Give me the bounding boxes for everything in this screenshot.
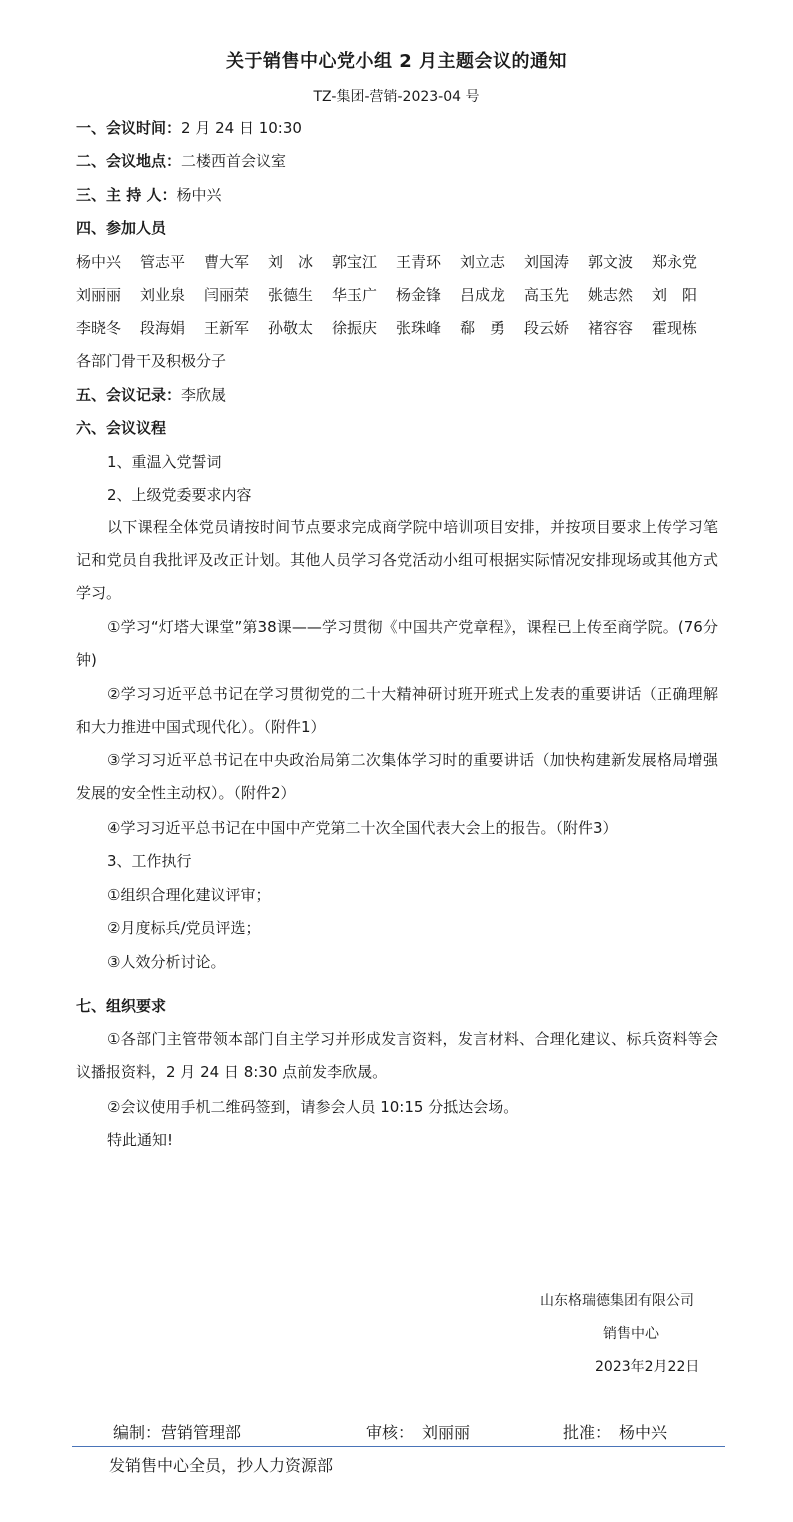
attendee-name: 王青环 bbox=[396, 253, 442, 271]
closing-text: 特此通知! bbox=[107, 1131, 174, 1149]
attendee-name: 曹大军 bbox=[204, 253, 250, 271]
recorder-label: 五、会议记录： bbox=[76, 386, 182, 404]
meeting-time bbox=[76, 118, 302, 138]
task-1: ①组织合理化建议评审； bbox=[107, 886, 271, 904]
task-2: ②月度标兵/党员评选； bbox=[107, 919, 261, 937]
attendee-name: 段云娇 bbox=[524, 319, 570, 337]
reviewed-by: 审核： 刘丽丽 bbox=[366, 1423, 471, 1442]
host-label: 三、主 持 人： bbox=[76, 186, 177, 204]
attendee-name: 刘 冰 bbox=[268, 253, 314, 271]
attendee-name: 姚志然 bbox=[588, 286, 634, 304]
attendee-name: 王新军 bbox=[204, 319, 250, 337]
attendees-extra: 各部门骨干及积极分子 bbox=[76, 352, 227, 370]
attendee-name: 段海娟 bbox=[140, 319, 186, 337]
attendees-heading-text: 四、参加人员 bbox=[76, 219, 167, 237]
signature-department: 销售中心 bbox=[603, 1326, 659, 1342]
attendee-name: 刘丽丽 bbox=[76, 286, 122, 304]
org-heading bbox=[76, 996, 166, 1016]
attendee-name: 张德生 bbox=[268, 286, 314, 304]
attendees-row bbox=[76, 252, 716, 272]
attendees-row bbox=[76, 285, 716, 305]
meeting-place-label: 二、会议地点： bbox=[76, 152, 182, 170]
approved-by: 批准： 杨中兴 bbox=[563, 1423, 668, 1442]
distribution-line: 发销售中心全员，抄人力资源部 bbox=[109, 1456, 334, 1475]
org-heading-text: 七、组织要求 bbox=[76, 997, 167, 1015]
attendee-name: 徐振庆 bbox=[332, 319, 378, 337]
attendee-name: 李晓冬 bbox=[76, 319, 122, 337]
attendee-name: 郑永党 bbox=[652, 253, 698, 271]
agenda-item-1: 1、重温入党誓词 bbox=[107, 453, 222, 471]
host-value: 杨中兴 bbox=[176, 186, 222, 204]
attendee-name: 高玉先 bbox=[524, 286, 570, 304]
agenda-item-2: 2、上级党委要求内容 bbox=[107, 486, 252, 504]
compiled-by: 编制：营销管理部 bbox=[113, 1423, 242, 1442]
attendee-name: 杨金锋 bbox=[396, 286, 442, 304]
agenda-course-4: ④学习习近平总书记在中国中产党第二十次全国代表大会上的报告。（附件3） bbox=[107, 819, 618, 837]
meeting-host bbox=[76, 185, 221, 205]
attendee-name: 褚容容 bbox=[588, 319, 634, 337]
meeting-place bbox=[76, 151, 286, 171]
meeting-time-label: 一、会议时间： bbox=[76, 119, 182, 137]
signature-company: 山东格瑞德集团有限公司 bbox=[540, 1293, 694, 1309]
org-requirement-1: ①各部门主管带领本部门自主学习并形成发言资料，发言材料、合理化建议、标兵资料等会议播报资料，2 月 24 日 8:30 点前发李欣晟。 bbox=[76, 1030, 718, 1081]
attendees-row bbox=[76, 318, 716, 338]
recorder-value: 李欣晟 bbox=[181, 386, 227, 404]
attendee-name: 刘 阳 bbox=[652, 286, 698, 304]
attendee-name: 郗 勇 bbox=[460, 319, 506, 337]
attendee-name: 孙敬太 bbox=[268, 319, 314, 337]
agenda-heading bbox=[76, 418, 166, 438]
meeting-time-value: 2 月 24 日 10:30 bbox=[181, 119, 302, 137]
attendee-name: 杨中兴 bbox=[76, 253, 122, 271]
attendee-name: 霍现栋 bbox=[652, 319, 698, 337]
document-number: TZ-集团-营销-2023-04 号 bbox=[313, 89, 480, 105]
agenda-course-2: ②学习习近平总书记在学习贯彻党的二十大精神研讨班开班式上发表的重要讲话（正确理解和大力推进中国式现代化）。（附件1） bbox=[76, 685, 718, 736]
page-title: 关于销售中心党小组 2 月主题会议的通知 bbox=[225, 51, 568, 72]
attendee-name: 刘国涛 bbox=[524, 253, 570, 271]
agenda-intro: 以下课程全体党员请按时间节点要求完成商学院中培训项目安排，并按项目要求上传学习笔记和党员自我批评及改正计划。其他人员学习各党活动小组可根据实际情况安排现场或其他方式学习。 bbox=[76, 518, 718, 602]
attendee-name: 闫丽荣 bbox=[204, 286, 250, 304]
recorder bbox=[76, 385, 226, 405]
attendee-name: 管志平 bbox=[140, 253, 186, 271]
attendee-name: 郭宝江 bbox=[332, 253, 378, 271]
agenda-course-3: ③学习习近平总书记在中央政治局第二次集体学习时的重要讲话（加快构建新发展格局增强发展的安全性主动权）。（附件2） bbox=[76, 751, 718, 802]
attendee-name: 刘立志 bbox=[460, 253, 506, 271]
attendee-name: 吕成龙 bbox=[460, 286, 506, 304]
footer-divider bbox=[72, 1446, 725, 1447]
attendee-name: 华玉广 bbox=[332, 286, 378, 304]
signature-date: 2023年2月22日 bbox=[595, 1359, 700, 1375]
agenda-course-1: ①学习“灯塔大课堂”第38课——学习贯彻《中国共产党章程》，课程已上传至商学院。(76分钟) bbox=[76, 618, 718, 669]
org-requirement-2: ②会议使用手机二维码签到，请参会人员 10:15 分抵达会场。 bbox=[107, 1098, 519, 1116]
meeting-place-value: 二楼西首会议室 bbox=[181, 152, 287, 170]
attendee-name: 郭文波 bbox=[588, 253, 634, 271]
attendee-name: 张珠峰 bbox=[396, 319, 442, 337]
attendee-name: 刘业泉 bbox=[140, 286, 186, 304]
agenda-item-3: 3、工作执行 bbox=[107, 852, 192, 870]
agenda-heading-text: 六、会议议程 bbox=[76, 419, 167, 437]
task-3: ③人效分析讨论。 bbox=[107, 953, 226, 971]
attendees-heading bbox=[76, 218, 166, 238]
